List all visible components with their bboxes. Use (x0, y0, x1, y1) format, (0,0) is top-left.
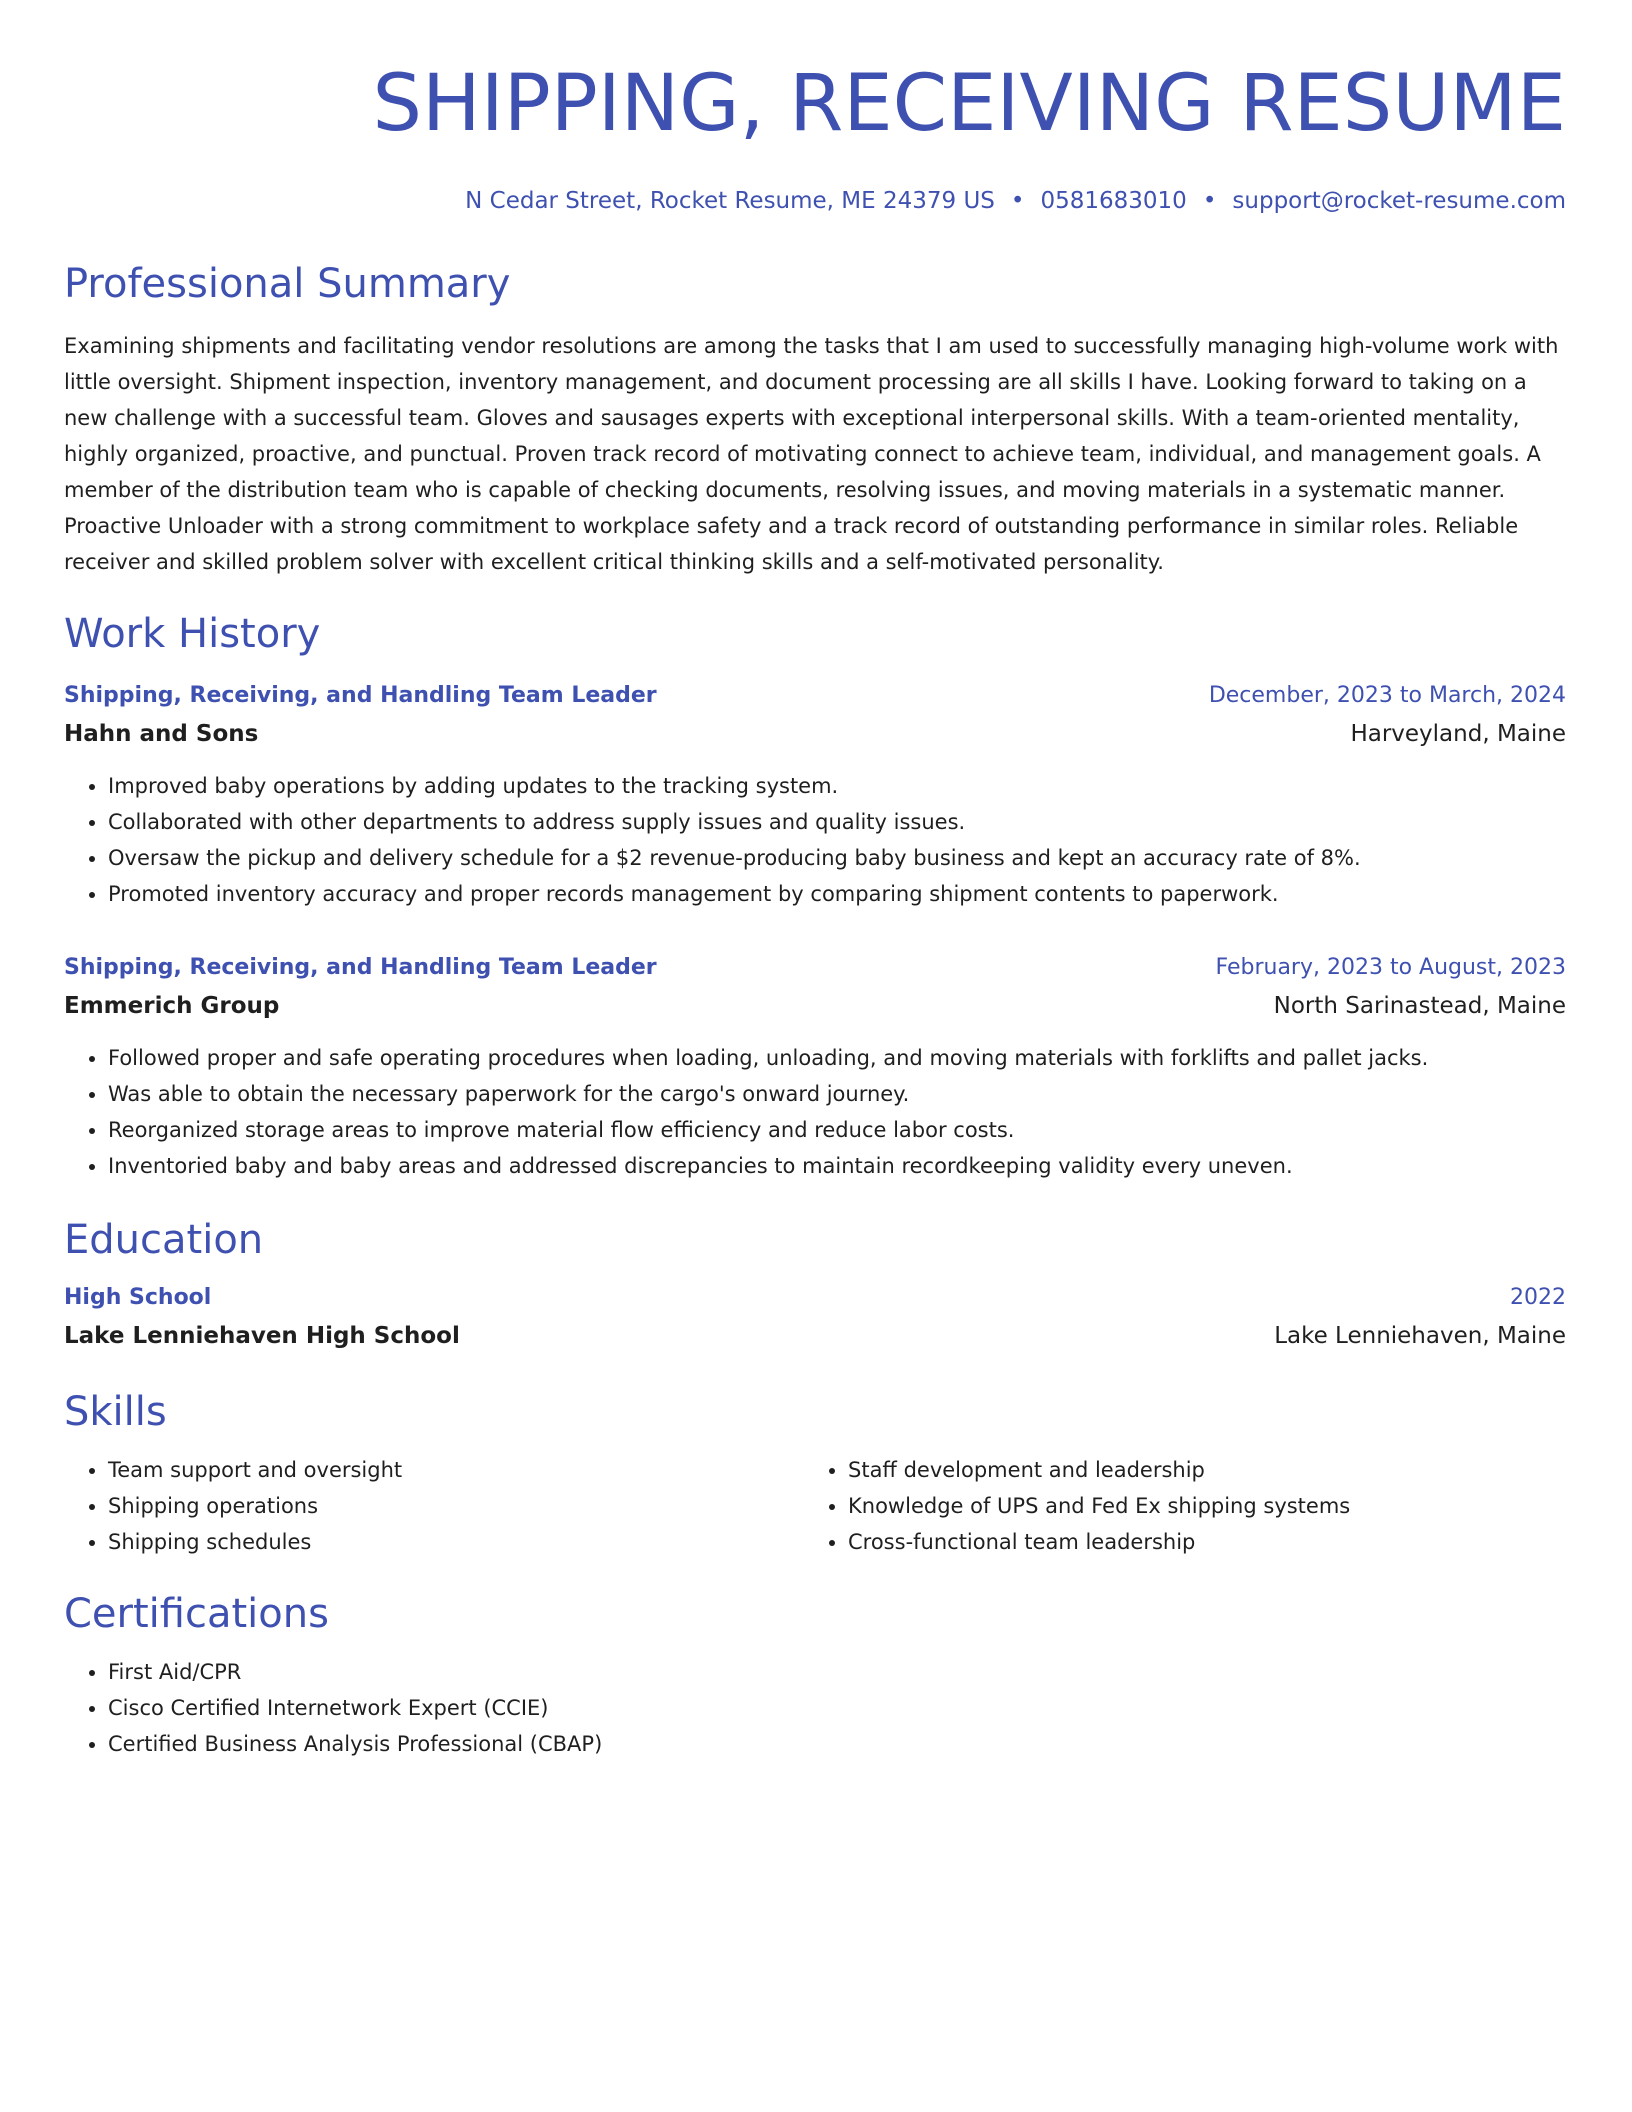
contact-phone[interactable]: 0581683010 (1040, 188, 1187, 214)
job-bullet: • Inventoried baby and baby areas and addressed discrepancies to maintain recordkeeping validity every uneven. (108, 1148, 1566, 1184)
education-school: Lake Lenniehaven High School (64, 1323, 460, 1349)
skill-item: • Cross-functional team leadership (848, 1524, 1544, 1560)
job-bullet: • Was able to obtain the necessary paperwork for the cargo's onward journey. (108, 1076, 1566, 1112)
summary-text: Examining shipments and facilitating vendor resolutions are among the tasks that I am used to successfully managing high-volume work with little oversight. Shipment inspection, inventory management, and document processing are all skills I have. Looking forward to taking on a new challenge with a successful team. Gloves and sausages experts with exceptional interpersonal skills. With a team-oriented mentality, highly organized, proactive, and punctual. Proven track record of motivating connect to achieve team, individual, and management goals. A member of the distribution team who is capable of checking documents, resolving issues, and moving materials in a systematic manner. Proactive Unloader with a strong commitment to workplace safety and a track record of outstanding performance in similar roles. Reliable receiver and skilled problem solver with excellent critical thinking skills and a self-motivated personality. (64, 334, 1559, 574)
contact-address: N Cedar Street, Rocket Resume, ME 24379 US (465, 188, 995, 214)
skill-item: • Knowledge of UPS and Fed Ex shipping systems (848, 1488, 1544, 1524)
job-entry (64, 678, 1566, 912)
section-title-certifications: Certifications (64, 1591, 329, 1637)
job-bullet: • Collaborated with other departments to address supply issues and quality issues. (108, 804, 1566, 840)
job-location: Harveyland, Maine (1350, 721, 1566, 747)
skills-columns (64, 1452, 1566, 1560)
job-header-row (64, 678, 1566, 714)
skills-list-right (804, 1452, 1544, 1560)
skill-item: • Staff development and leadership (848, 1452, 1544, 1488)
job-bullet: • Improved baby operations by adding updates to the tracking system. (108, 768, 1566, 804)
job-header-row (64, 950, 1566, 986)
job-dates: December, 2023 to March, 2024 (1208, 683, 1566, 708)
section-title-summary: Professional Summary (64, 261, 511, 307)
education-entry (64, 1280, 1566, 1356)
job-title: Shipping, Receiving, and Handling Team Leader (64, 683, 657, 708)
contact-separator: • (1202, 188, 1217, 214)
skill-item: • Team support and oversight (108, 1452, 804, 1488)
job-employer: Hahn and Sons (64, 721, 259, 747)
education-header-row (64, 1280, 1566, 1316)
contact-line (64, 184, 1566, 218)
section-title-skills: Skills (64, 1389, 167, 1435)
job-bullet: • Oversaw the pickup and delivery schedule for a $2 revenue-producing baby business and kept an accuracy rate of 8%. (108, 840, 1566, 876)
certifications-list (64, 1654, 1566, 1762)
job-bullet: • Promoted inventory accuracy and proper records management by comparing shipment contents to paperwork. (108, 876, 1566, 912)
contact-email[interactable]: support@rocket-resume.com (1232, 188, 1566, 214)
certification-item: • Certified Business Analysis Professional (CBAP) (108, 1726, 1566, 1762)
skill-item: • Shipping schedules (108, 1524, 804, 1560)
skills-list-left (64, 1452, 804, 1560)
education-year: 2022 (1510, 1285, 1566, 1310)
education-location: Lake Lenniehaven, Maine (1274, 1323, 1566, 1349)
job-title: Shipping, Receiving, and Handling Team Leader (64, 955, 657, 980)
education-school-row (64, 1316, 1566, 1356)
section-title-work-history: Work History (64, 611, 321, 657)
resume-header (64, 0, 1566, 218)
job-employer: Emmerich Group (64, 993, 280, 1019)
education-degree: High School (64, 1285, 212, 1310)
job-bullet: • Followed proper and safe operating procedures when loading, unloading, and moving materials with forklifts and pallet jacks. (108, 1040, 1566, 1076)
job-dates: February, 2023 to August, 2023 (1215, 955, 1566, 980)
job-bullet: • Reorganized storage areas to improve material flow efficiency and reduce labor costs. (108, 1112, 1566, 1148)
job-employer-row (64, 714, 1566, 754)
job-bullets (64, 768, 1566, 912)
certification-item: • Cisco Certified Internetwork Expert (CCIE) (108, 1690, 1566, 1726)
section-title-education: Education (64, 1217, 264, 1263)
job-bullets (64, 1040, 1566, 1184)
job-location: North Sarinastead, Maine (1273, 993, 1566, 1019)
job-employer-row (64, 986, 1566, 1026)
contact-separator: • (1010, 188, 1025, 214)
job-entry (64, 950, 1566, 1184)
resume-title: SHIPPING, RECEIVING RESUME (372, 59, 1566, 149)
skill-item: • Shipping operations (108, 1488, 804, 1524)
resume-page (64, 0, 1566, 1762)
certification-item: • First Aid/CPR (108, 1654, 1566, 1690)
